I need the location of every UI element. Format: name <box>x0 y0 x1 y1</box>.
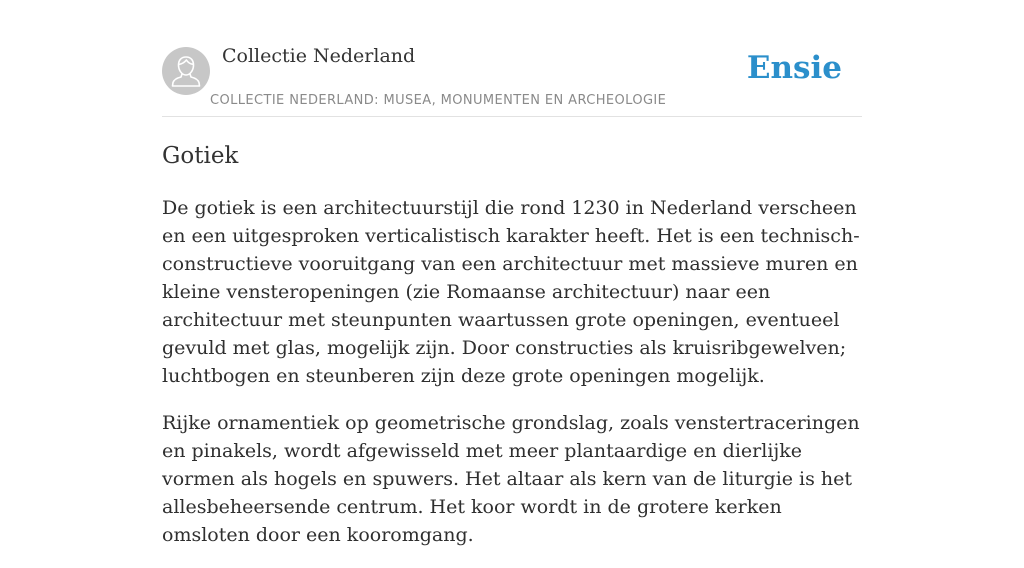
article-container <box>162 0 862 568</box>
source-label[interactable]: COLLECTIE NEDERLAND: MUSEA, MONUMENTEN EN ARCHEOLOGIE <box>210 93 667 108</box>
author-avatar[interactable] <box>162 47 210 95</box>
article-body <box>162 194 862 549</box>
brand-logo[interactable]: Ensie <box>746 50 842 86</box>
article-title: Gotiek <box>162 143 239 169</box>
user-silhouette-icon <box>162 47 210 95</box>
paragraph: Rijke ornamentiek op geometrische grondslag, zoals venstertraceringen en pinakels, wordt afgewisseld met meer plantaardige en dierlijke vormen als hogels en spuwers. Het altaar als kern van de liturgie is het allesbeheersende centrum. Het koor wordt in de grotere kerken omsloten door een kooromgang. <box>162 412 860 546</box>
paragraph: De gotiek is een architectuurstijl die rond 1230 in Nederland verscheen en een uitgesproken verticalistisch karakter heeft. Het is een technisch-constructieve vooruitgang van een architectuur met massieve muren en kleine vensteropeningen (zie Romaanse architectuur) naar een architectuur met steunpunten waartussen grote openingen, eventueel gevuld met glas, mogelijk zijn. Door constructies als kruisribgewelven; luchtbogen en steunberen zijn deze grote openingen mogelijk. <box>162 197 860 387</box>
author-name[interactable]: Collectie Nederland <box>222 45 416 67</box>
article-header <box>162 0 862 117</box>
